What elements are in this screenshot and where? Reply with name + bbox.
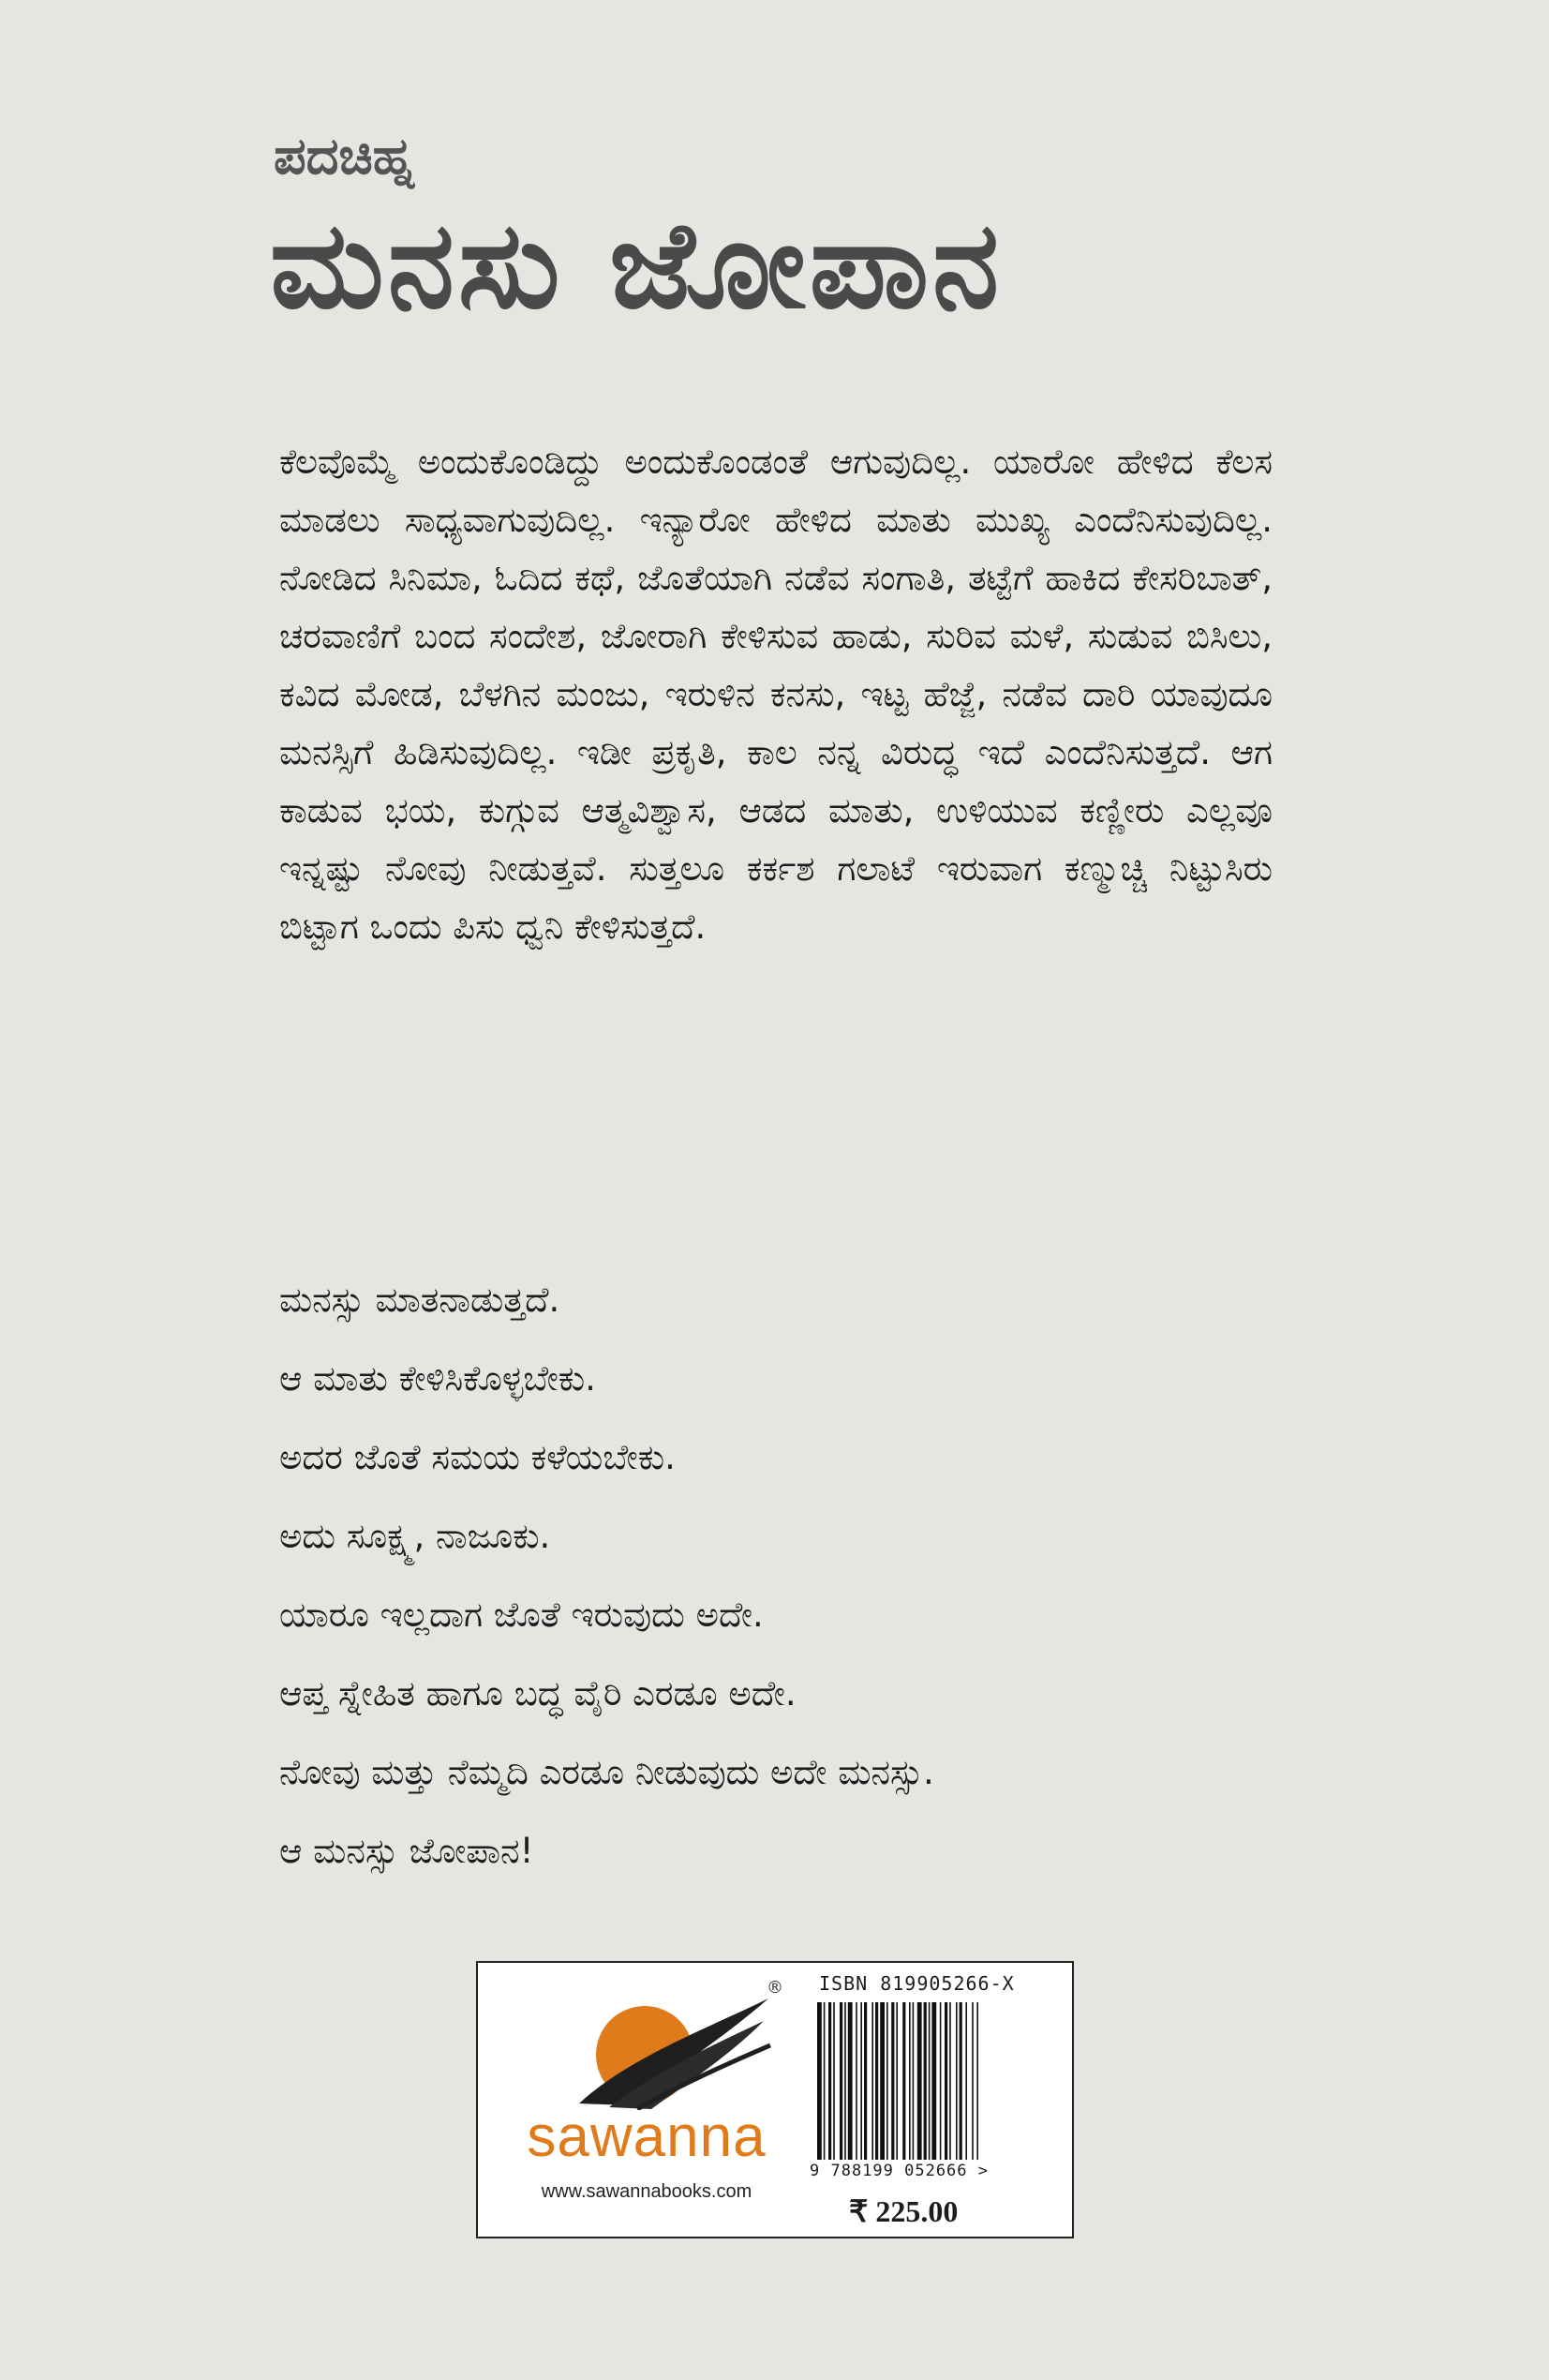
book-title: ಮನಸು ಜೋಪಾನ [270, 196, 1004, 336]
closing-line: ಆ ಮಾತು ಕೇಳಿಸಿಕೊಳ್ಳಬೇಕು. [279, 1358, 596, 1399]
closing-line: ಯಾರೂ ಇಲ್ಲದಾಗ ಜೊತೆ ಇರುವುದು ಅದೇ. [279, 1594, 764, 1635]
registered-mark: ® [767, 1978, 783, 1998]
closing-line: ಮನಸ್ಸು ಮಾತನಾಡುತ್ತದೆ. [279, 1280, 560, 1320]
publisher-logo [487, 1978, 797, 2235]
sun-wave-logo-icon [572, 1993, 778, 2110]
closing-line: ಆ ಮನಸ್ಸು ಜೋಪಾನ! [279, 1831, 534, 1871]
isbn-label: ISBN 819905266-X [819, 1972, 1015, 1995]
publisher-name: sawanna [527, 2104, 767, 2169]
barcode-block [808, 1968, 1070, 2235]
series-subtitle: ಪದಚಿಹ್ನ [274, 127, 415, 186]
blurb-paragraph: ಕೆಲವೊಮ್ಮೆ ಅಂದುಕೊಂಡಿದ್ದು ಅಂದುಕೊಂಡಂತೆ ಆಗುವುದಿಲ್ಲ. ಯಾರೋ ಹೇಳಿದ ಕೆಲಸ ಮಾಡಲು ಸಾಧ್ಯವಾಗುವುದಿಲ್ಲ. ಇನ್ಯಾರೋ ಹೇಳಿದ ಮಾತು ಮುಖ್ಯ ಎಂದೆನಿಸುವುದಿಲ್ಲ. ನೋಡಿದ ಸಿನಿಮಾ, ಓದಿದ ಕಥೆ, ಜೊತೆಯಾಗಿ ನಡೆವ ಸಂಗಾತಿ, ತಟ್ಟೆಗೆ ಹಾಕಿದ ಕೇಸರಿಬಾತ್, ಚರವಾಣಿಗೆ ಬಂದ ಸಂದೇಶ, ಜೋರಾಗಿ ಕೇಳಿಸುವ ಹಾಡು, ಸುರಿವ ಮಳೆ, ಸುಡುವ ಬಿಸಿಲು, ಕವಿದ ಮೋಡ, ಬೆಳಗಿನ ಮಂಜು, ಇರುಳಿನ ಕನಸು, ಇಟ್ಟ ಹೆಜ್ಜೆ, ನಡೆವ ದಾರಿ ಯಾವುದೂ ಮನಸ್ಸಿಗೆ ಹಿಡಿಸುವುದಿಲ್ಲ. ಇಡೀ ಪ್ರಕೃತಿ, ಕಾಲ ನನ್ನ ವಿರುದ್ಧ ಇದೆ ಎಂದೆನಿಸುತ್ತದೆ. ಆಗ ಕಾಡುವ ಭಯ, ಕುಗ್ಗುವ ಆತ್ಮವಿಶ್ವಾಸ, ಆಡದ ಮಾತು, ಉಳಿಯುವ ಕಣ್ಣೀರು ಎಲ್ಲವೂ ಇನ್ನಷ್ಟು ನೋವು ನೀಡುತ್ತವೆ. ಸುತ್ತಲೂ ಕರ್ಕಶ ಗಲಾಟೆ ಇರುವಾಗ ಕಣ್ಮುಚ್ಚಿ ನಿಟ್ಟುಸಿರು ಬಿಟ್ಟಾಗ ಒಂದು ಪಿಸು ಧ್ವನಿ ಕೇಳಿಸುತ್ತದೆ. [279, 442, 1273, 947]
closing-lines [279, 1261, 1273, 1891]
closing-line: ಆಪ್ತ ಸ್ನೇಹಿತ ಹಾಗೂ ಬದ್ಧ ವೈರಿ ಎರಡೂ ಅದೇ. [279, 1673, 797, 1714]
closing-line: ಅದು ಸೂಕ್ಷ್ಮ, ನಾಜೂಕು. [279, 1516, 551, 1556]
publisher-barcode-box [476, 1961, 1074, 2238]
publisher-website: www.sawannabooks.com [541, 2181, 752, 2202]
closing-line: ನೋವು ಮತ್ತು ನೆಮ್ಮದಿ ಎರಡೂ ನೀಡುವುದು ಅದೇ ಮನಸ್ಸು. [279, 1752, 934, 1792]
closing-line: ಅದರ ಜೊತೆ ಸಮಯ ಕಳೆಯಬೇಕು. [279, 1437, 676, 1477]
barcode-icon [815, 2002, 1061, 2160]
barcode-number: 9 788199 052666 > [810, 2162, 989, 2180]
price: ₹ 225.00 [849, 2194, 959, 2228]
